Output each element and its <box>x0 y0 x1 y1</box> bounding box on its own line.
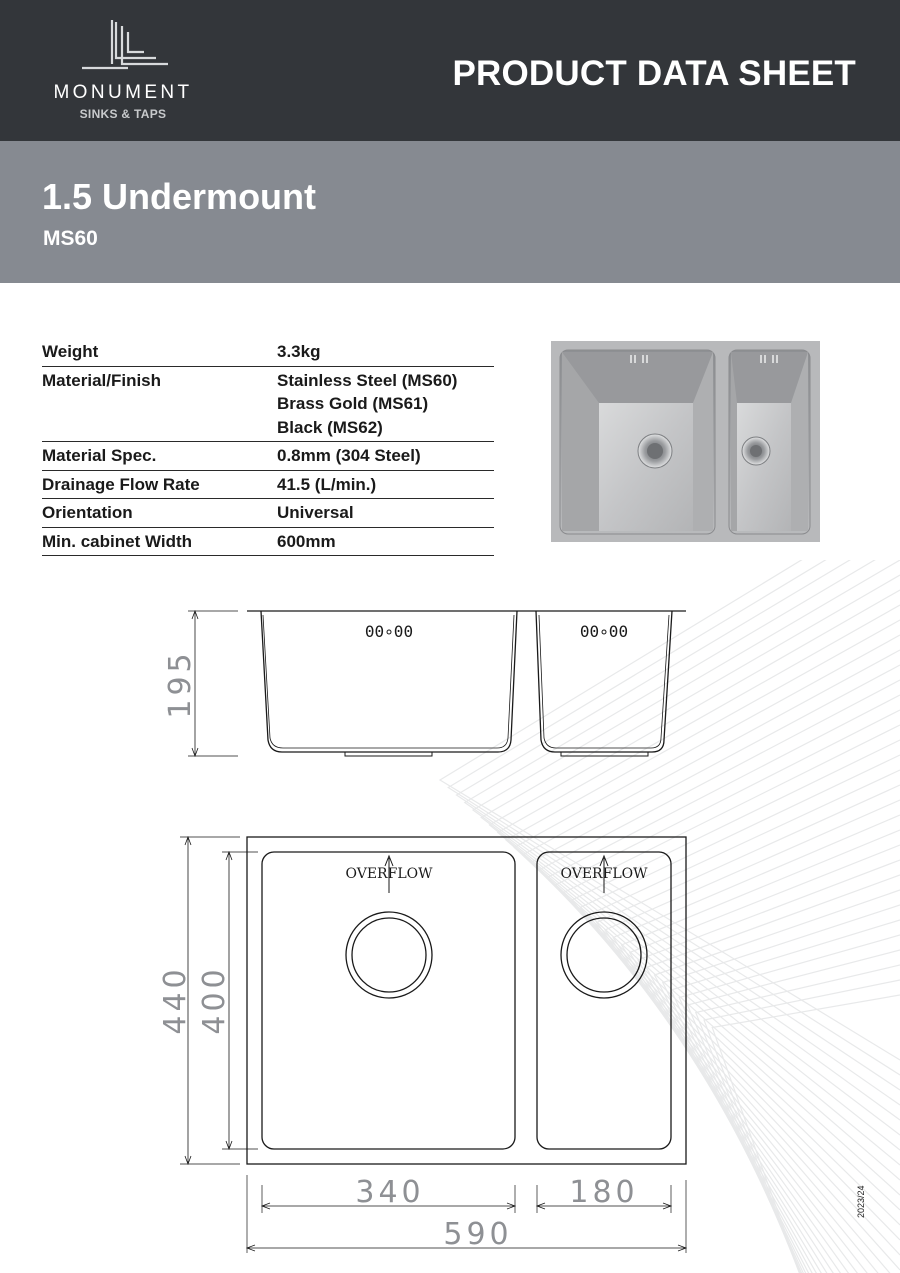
product-name: 1.5 Undermount <box>42 176 317 217</box>
brand-name: MONUMENT <box>53 82 193 103</box>
spec-value: 41.5 (L/min.) <box>277 470 494 499</box>
spec-value: 0.8mm (304 Steel) <box>277 442 494 471</box>
spec-value-line: Brass Gold (MS61) <box>277 394 429 413</box>
spec-label: Min. cabinet Width <box>42 527 277 556</box>
edition-year: 2023/24 <box>856 1185 866 1218</box>
spec-value-line: Stainless Steel (MS60) <box>277 370 458 390</box>
spec-value: 3.3kg <box>277 338 494 366</box>
top-view-small-bowl <box>537 852 671 1149</box>
overflow-symbol-main: 00∘00 <box>364 622 414 641</box>
spec-value-line: Black (MS62) <box>277 417 383 437</box>
main-width-label: 340 <box>355 1175 425 1210</box>
small-drain <box>561 912 647 998</box>
bowl-height-label: 400 <box>197 965 232 1035</box>
outer-height-label: 440 <box>158 965 193 1035</box>
main-drain <box>346 912 432 998</box>
small-width-label: 180 <box>569 1175 639 1210</box>
top-view-outline <box>247 837 686 1164</box>
overflow-symbol-small: 00∘00 <box>579 622 629 641</box>
spec-value: Universal <box>277 499 494 528</box>
spec-label: Weight <box>42 338 277 366</box>
sheet-title: PRODUCT DATA SHEET <box>452 54 856 93</box>
total-width-label: 590 <box>443 1217 513 1252</box>
overflow-label-small: OVERFLOW <box>560 866 648 882</box>
depth-label: 195 <box>163 649 198 719</box>
spec-label: Material/Finish <box>42 366 277 442</box>
spec-value: 600mm <box>277 527 494 556</box>
product-code: MS60 <box>43 227 98 250</box>
overflow-label-main: OVERFLOW <box>345 866 433 882</box>
spec-label: Drainage Flow Rate <box>42 470 277 499</box>
top-view-main-bowl <box>262 852 515 1149</box>
spec-label: Orientation <box>42 499 277 528</box>
brand-tagline: SINKS & TAPS <box>79 107 167 121</box>
spec-label: Material Spec. <box>42 442 277 471</box>
